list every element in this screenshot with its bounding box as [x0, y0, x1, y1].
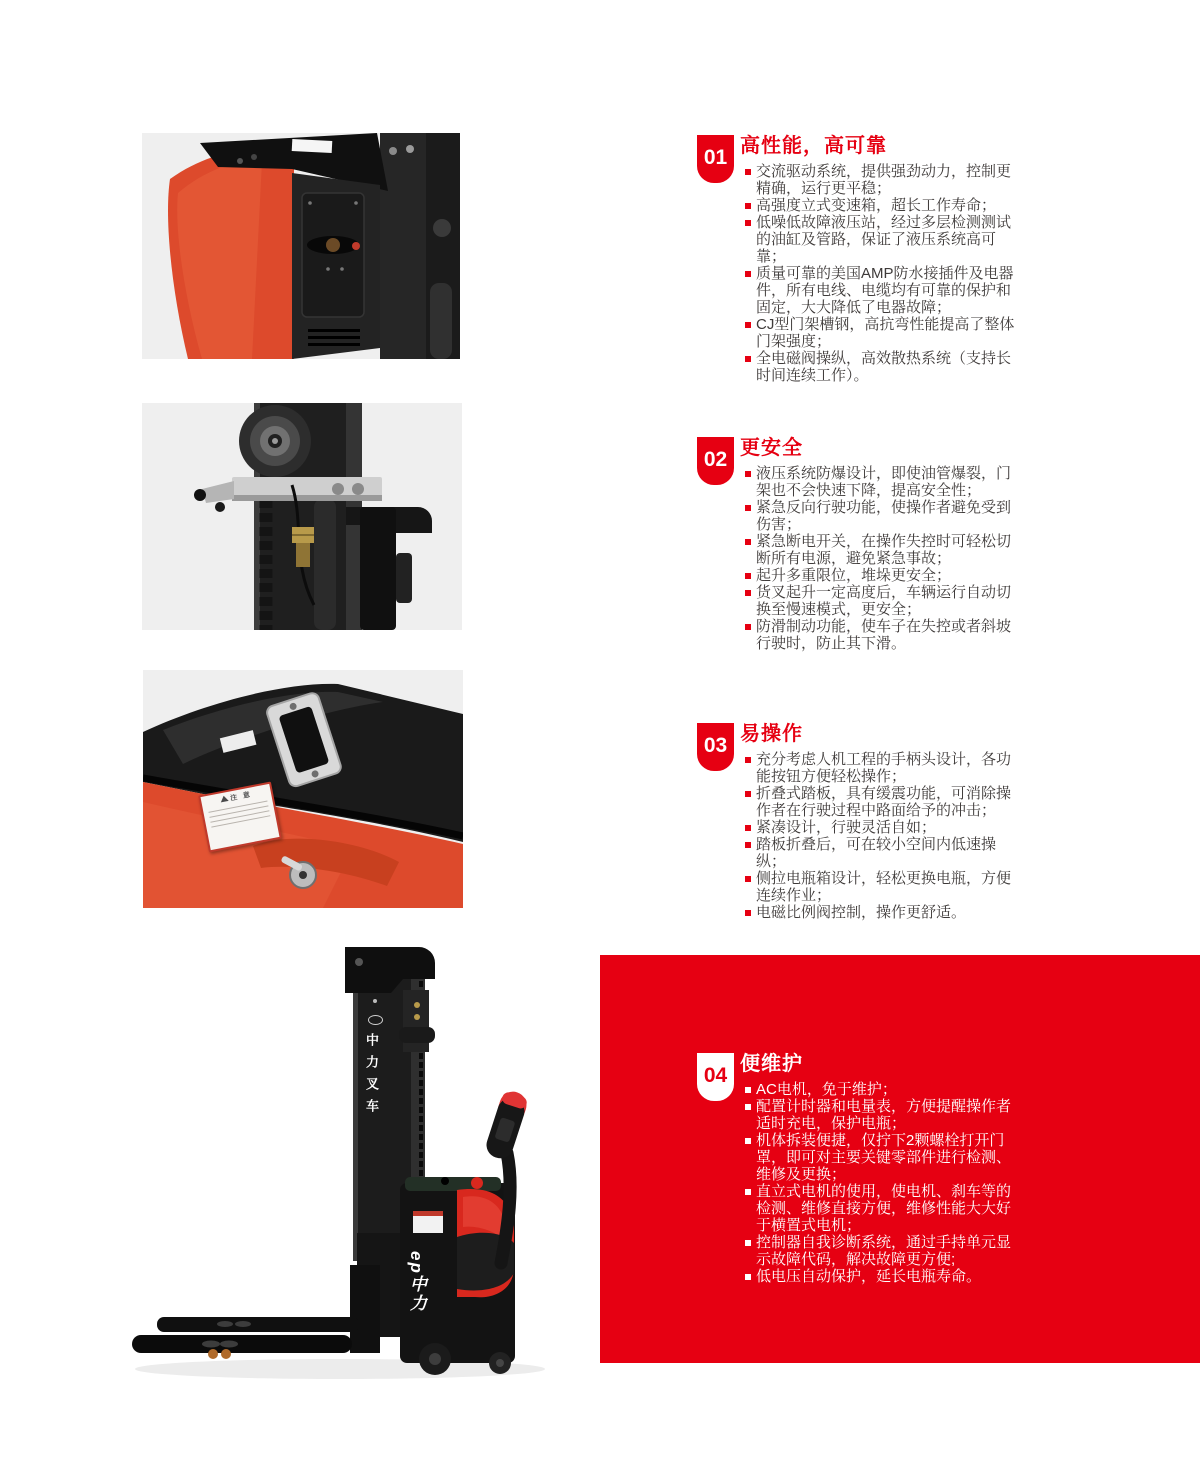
- mast-brand-text: 中力叉车: [364, 1033, 379, 1121]
- feature-bullet: [745, 584, 1021, 618]
- feature-bullet: [745, 265, 1021, 316]
- bullet-text: 全电磁阀操纵，高效散热系统（支持长时间连续工作）。: [756, 350, 1012, 384]
- bullet-square-icon: [745, 1240, 751, 1246]
- bullet-square-icon: [745, 356, 751, 362]
- bullet-square-icon: [745, 169, 751, 175]
- bullet-square-icon: [745, 1274, 751, 1280]
- feature-bullet: [745, 316, 1021, 350]
- fork-roller: [208, 1349, 218, 1359]
- bullet-text: 配置计时器和电量表，方便提醒操作者适时充电，保护电瓶；: [756, 1098, 1012, 1132]
- bullet-square-icon: [745, 322, 751, 328]
- bullet-square-icon: [745, 271, 751, 277]
- feature-list: [745, 751, 1021, 921]
- bullet-square-icon: [745, 1138, 751, 1144]
- section-title: 便维护: [740, 1053, 803, 1075]
- bullet-square-icon: [745, 757, 751, 763]
- bullet-square-icon: [745, 471, 751, 477]
- feature-bullet: [745, 465, 1021, 499]
- bullet-text: 低电压自动保护，延长电瓶寿命。: [756, 1268, 982, 1285]
- feature-bullet: [745, 1132, 1021, 1183]
- feature-bullet: [745, 1183, 1021, 1234]
- body-brand-logo: ep中力: [407, 1251, 426, 1313]
- door-panel: [292, 173, 380, 359]
- section-number-badge: 02: [697, 437, 734, 485]
- section-number-badge: 01: [697, 135, 734, 183]
- bullet-text: 踏板折叠后，可在较小空间内低速操纵；: [756, 836, 997, 870]
- feature-bullet: [745, 350, 1021, 384]
- bullet-square-icon: [745, 573, 751, 579]
- bullet-text: 起升多重限位，堆垛更安全；: [756, 567, 952, 584]
- bullet-square-icon: [745, 203, 751, 209]
- bullet-text: 低噪低故障液压站，经过多层检测测试的油缸及管路，保证了液压系统高可靠；: [756, 214, 1012, 265]
- feature-list: [745, 1081, 1021, 1285]
- red-body-panel: [168, 149, 294, 359]
- feature-bullet: [745, 197, 1021, 214]
- feature-bullet: [745, 618, 1021, 652]
- warning-triangle-icon: [220, 795, 229, 802]
- bullet-text: 直立式电机的使用，使电机、刹车等的检测、维修直接方便，维修性能大大好于横置式电机；: [756, 1183, 1012, 1234]
- photo-mast-chain-closeup: [142, 403, 462, 630]
- bullet-square-icon: [745, 910, 751, 916]
- section-title: 更安全: [740, 437, 803, 459]
- bullet-text: 电磁比例阀控制，操作更舒适。: [756, 904, 967, 921]
- feature-bullet: [745, 785, 1021, 819]
- feature-bullet: [745, 214, 1021, 265]
- photo-drive-unit-closeup: [142, 133, 460, 359]
- feature-bullet: [745, 1268, 1021, 1285]
- emergency-stop-button: [471, 1177, 483, 1189]
- bullet-text: 折叠式踏板，具有缓震功能，可消除操作者在行驶过程中路面给予的冲击；: [756, 785, 1012, 819]
- section-title: 易操作: [740, 723, 803, 745]
- bullet-text: CJ型门架槽钢，高抗弯性能提高了整体门架强度；: [756, 316, 1015, 350]
- bullet-square-icon: [745, 1087, 751, 1093]
- bullet-text: 货叉起升一定高度后，车辆运行自动切换至慢速模式，更安全；: [756, 584, 1012, 618]
- feature-bullet: [745, 163, 1021, 197]
- bullet-square-icon: [745, 590, 751, 596]
- feature-bullet: [745, 499, 1021, 533]
- bullet-square-icon: [745, 791, 751, 797]
- drive-unit-illustration: [142, 133, 460, 359]
- mast-chain-illustration: [142, 403, 462, 630]
- bullet-text: 充分考虑人机工程的手柄头设计，各功能按钮方便轻松操作；: [756, 751, 1012, 785]
- mast-column: [380, 133, 460, 359]
- fork-carriage: [350, 1233, 403, 1353]
- bullet-text: 交流驱动系统，提供强劲动力，控制更精确，运行更平稳；: [756, 163, 1012, 197]
- bullet-text: 机体拆装便捷，仅拧下2颗螺栓打开门罩，即可对主要关键零部件进行检测、维修及更换；: [756, 1132, 1012, 1183]
- feature-bullet: [745, 1234, 1021, 1268]
- bullet-square-icon: [745, 1189, 751, 1195]
- feature-bullet: [745, 567, 1021, 584]
- section-high-performance: [697, 134, 1037, 384]
- bullet-text: 高强度立式变速箱，超长工作寿命；: [756, 197, 997, 214]
- photo-cover-lock-closeup: [143, 670, 463, 908]
- feature-bullet: [745, 1098, 1021, 1132]
- bullet-text: 紧凑设计，行驶灵活自如；: [756, 819, 937, 836]
- cover-lock-illustration: [143, 670, 463, 908]
- feature-list: [745, 465, 1021, 652]
- feature-bullet: [745, 870, 1021, 904]
- bullet-square-icon: [745, 220, 751, 226]
- chain-sprocket: [239, 405, 311, 477]
- feature-bullet: [745, 836, 1021, 870]
- bullet-square-icon: [745, 505, 751, 511]
- feature-bullet: [745, 904, 1021, 921]
- section-number-badge: 04: [697, 1053, 734, 1101]
- bullet-square-icon: [745, 825, 751, 831]
- section-easy-operation: [697, 722, 1037, 921]
- bullet-square-icon: [745, 842, 751, 848]
- section-number-badge: 03: [697, 723, 734, 771]
- warning-label-title: 注 意: [205, 787, 268, 809]
- ep-logo-icon: [368, 1015, 383, 1025]
- bullet-text: 液压系统防爆设计，即使油管爆裂，门架也不会快速下降，提高安全性；: [756, 465, 1012, 499]
- section-easy-maintenance: [697, 1052, 1037, 1285]
- feature-bullet: [745, 1081, 1021, 1098]
- stacker-illustration: [105, 935, 565, 1390]
- forks: [132, 1317, 359, 1359]
- photo-stacker-full: [105, 935, 565, 1390]
- label-text-line: [211, 815, 270, 827]
- mast-marking-dot: [373, 999, 377, 1003]
- section-safety: [697, 436, 1037, 652]
- bullet-square-icon: [745, 539, 751, 545]
- fork-roller: [221, 1349, 231, 1359]
- bullet-text: 紧急断电开关，在操作失控时可轻松切断所有电源，避免紧急事故；: [756, 533, 1012, 567]
- bullet-text: 紧急反向行驶功能，使操作者避免受到伤害；: [756, 499, 1012, 533]
- bullet-square-icon: [745, 876, 751, 882]
- feature-bullet: [745, 533, 1021, 567]
- bullet-square-icon: [745, 624, 751, 630]
- bullet-square-icon: [745, 1104, 751, 1110]
- feature-bullet: [745, 751, 1021, 785]
- section-title: 高性能，高可靠: [740, 135, 887, 157]
- bullet-text: 质量可靠的美国AMP防水接插件及电器件，所有电线、电缆均有可靠的保护和固定，大大降低了电器故障；: [756, 265, 1014, 316]
- feature-bullet: [745, 819, 1021, 836]
- bullet-text: 控制器自我诊断系统，通过手持单元显示故障代码，解决故障更方便;: [756, 1234, 1012, 1268]
- bullet-text: 防滑制动功能，使车子在失控或者斜坡行驶时，防止其下滑。: [756, 618, 1012, 652]
- feature-list: [745, 163, 1021, 384]
- bullet-text: 侧拉电瓶箱设计，轻松更换电瓶，方便连续作业；: [756, 870, 1012, 904]
- bullet-text: AC电机，免于维护；: [756, 1081, 897, 1098]
